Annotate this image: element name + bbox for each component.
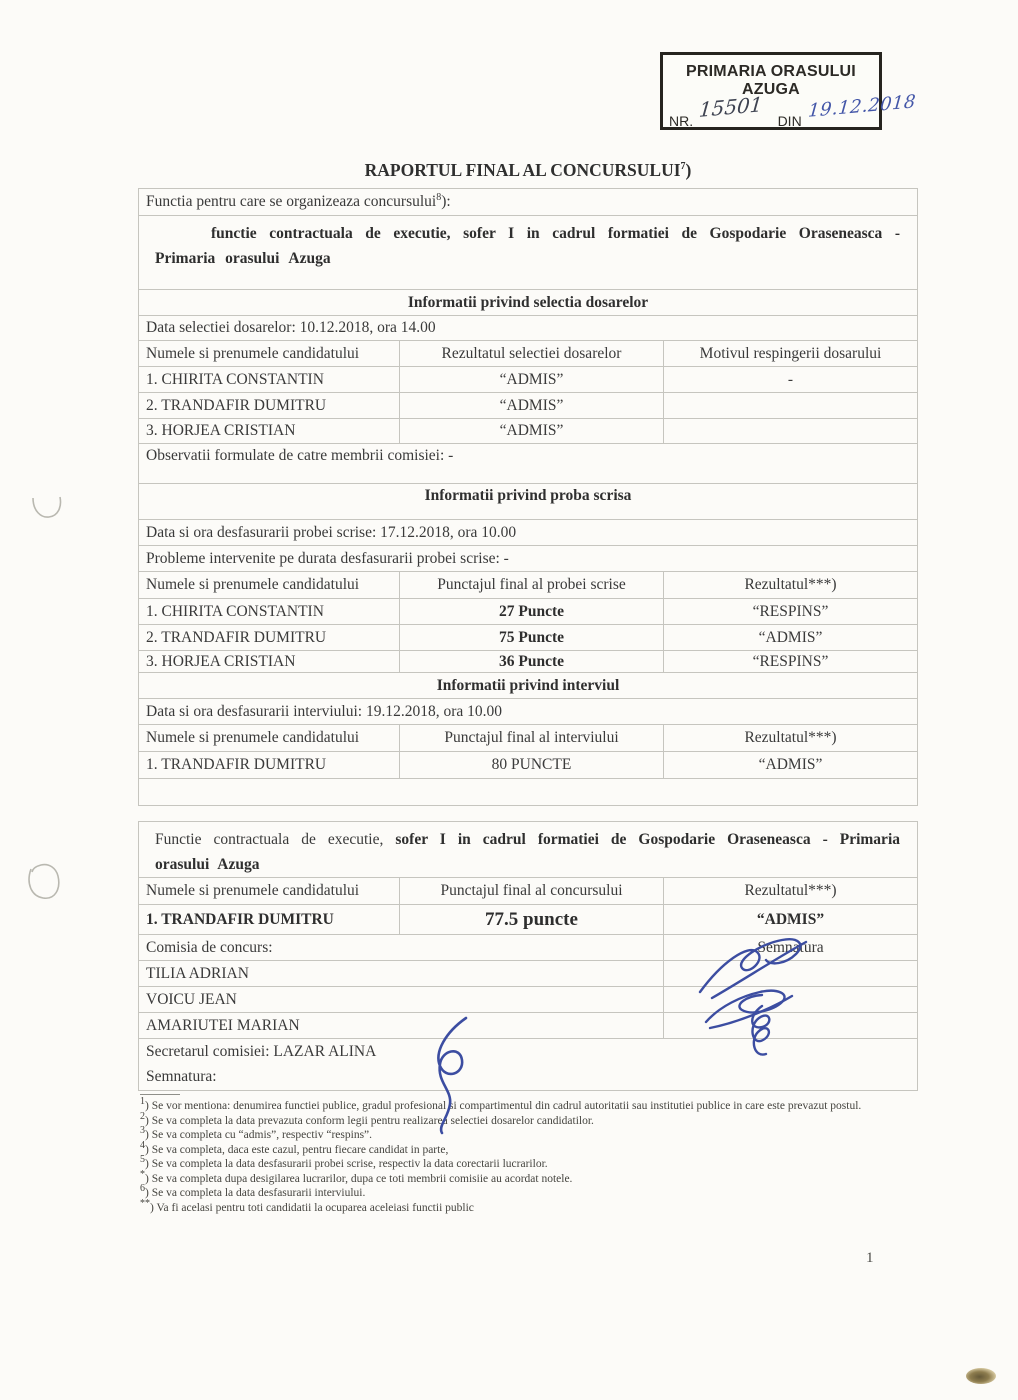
section-header-proba-scrisa: Informatii privind proba scrisa [139,483,917,519]
functia-footnote-ref: 8 [436,191,442,203]
functia-label: Functia pentru care se organizeaza concursului$^8$): [146,191,451,210]
col-header-name: Numele si prenumele candidatului [146,344,360,362]
footnote: $^4$) Se va completa, daca este cazul, pentru fiecare candidat in parte, [140,1139,449,1156]
written-problems-row: Probleme intervenite pe durata desfasurarii probei scrise: - [139,545,917,571]
candidate-name: 1. TRANDAFIR DUMITRU [146,756,327,773]
functia-label-row [139,189,917,215]
punch-hole-mark [33,497,61,517]
col-header-score: Punctajul final al concursului [399,878,663,904]
signature-column-header: Semnatura [663,935,917,960]
section-header-interviul: Informatii privind interviul [139,672,917,698]
commission-member-row [139,986,917,1012]
selection-result: “ADMIS” [399,367,663,392]
final-column-headers [139,877,917,904]
table-row [139,751,917,778]
final-results-table [138,821,918,1091]
footnote-separator [140,1094,180,1095]
footnotes-block [140,1096,910,1215]
stamp-number-line [669,91,917,129]
empty-row [139,778,917,805]
col-header-result: Rezultatul***) [663,725,917,751]
written-score: 27 Puncte [399,599,663,624]
stamp-date-handwritten: 19.12.2018 [807,91,917,122]
page-title: RAPORTUL FINAL AL CONCURSULUI$^7$) [364,160,692,180]
table-row [139,598,917,624]
stamp-nr-label: NR. [669,113,694,129]
main-report-table [138,188,918,806]
page-number: 1 [866,1250,874,1266]
final-position-row [139,822,917,877]
written-column-headers [139,571,917,598]
commission-member-name: AMARIUTEI MARIAN [146,1016,300,1034]
col-header-score: Punctajul final al probei scrise [399,572,663,598]
candidate-name: 2. TRANDAFIR DUMITRU [146,628,327,646]
position-description-row [139,215,917,289]
written-score: 75 Puncte [399,625,663,650]
interview-date-row: Data si ora desfasurarii interviului: 19.12.2018, ora 10.00 [139,698,917,724]
footnote: **) Va fi acelasi pentru toti candidatii la ocuparea aceleiasi functii public [140,1197,474,1214]
signature-cell [663,961,917,986]
title-footnote-ref: 7 [680,161,686,173]
table-row [139,904,917,934]
secretary-row: Secretarul comisiei: LAZAR ALINA [139,1038,917,1064]
observations-row: Observatii formulate de catre membrii comisiei: - [139,443,917,483]
written-score: 36 Puncte [399,651,663,672]
selection-result: “ADMIS” [399,393,663,418]
candidate-name: 2. TRANDAFIR DUMITRU [146,396,327,414]
selection-column-headers [139,340,917,366]
stamp-nr-handwritten: 15501 [698,92,764,122]
col-header-result: Rezultatul***) [663,878,917,904]
section-header-selectia: Informatii privind selectia dosarelor [139,289,917,315]
written-result: “RESPINS” [663,651,917,672]
written-result: “RESPINS” [663,599,917,624]
candidate-name: 1. TRANDAFIR DUMITRU [146,910,334,928]
footnote: *) Se va completa dupa desigilarea lucrarilor, dupa ce toti membrii comisiie au acordat notele. [140,1168,573,1185]
col-header-name: Numele si prenumele candidatului [146,729,360,746]
commission-member-name: TILIA ADRIAN [146,964,249,982]
rejection-reason [663,419,917,443]
candidate-name: 1. CHIRITA CONSTANTIN [146,602,324,620]
col-header-result: Rezultatul selectiei dosarelor [399,341,663,366]
rejection-reason: - [663,367,917,392]
final-result: “ADMIS” [663,905,917,934]
table-row [139,650,917,672]
position-description: functie contractuala de executie, sofer I in cadrul formatiei de Gospodarie Oraseneasca - Primaria orasului Azuga [155,225,900,267]
footnote: $^3$) Se va completa cu “admis”, respectiv “respins”. [140,1125,373,1141]
stamp-din-label: DIN [777,113,802,129]
stamp-din-underline [804,91,917,129]
col-header-name: Numele si prenumele candidatului [146,576,360,593]
table-row [139,366,917,392]
written-result: “ADMIS” [663,625,917,650]
final-score: 77.5 puncte [399,905,663,934]
footnote: $^5$) Se va completa la data desfasurarii probei scrise, respectiv la data corectarii lucrarilor. [140,1154,548,1170]
commission-label: Comisia de concurs: [146,938,273,956]
signature-cell [663,1013,917,1038]
footnote: $^1$) Se vor mentiona: denumirea functiei publice, gradul profesional si compartimentul din cadrul autoritatii sau institutiei publice in care este prevazut postul. [140,1096,862,1112]
secretary-signature-row: Semnatura: [146,1068,217,1085]
stamp-nr-underline [695,92,771,129]
rejection-reason [663,393,917,418]
written-date-row: Data si ora desfasurarii probei scrise: 17.12.2018, ora 10.00 [139,519,917,545]
scan-smudge-artifact [966,1368,996,1384]
candidate-name: 3. HORJEA CRISTIAN [146,422,296,439]
final-position-description: Functie contractuala de executie, sofer I in cadrul formatiei de Gospodarie Oraseneasca - Primaria orasului Azuga [155,831,900,873]
commission-member-row [139,960,917,986]
interview-column-headers [139,724,917,751]
col-header-name: Numele si prenumele candidatului [146,882,360,899]
signature-cell [663,987,917,1012]
commission-member-name: VOICU JEAN [146,990,237,1008]
footnote: $^6$) Se va completa la data desfasurarii interviului. [140,1183,366,1199]
commission-member-row [139,1012,917,1038]
stamp-org-name: PRIMARIA ORASULUI AZUGA [686,63,856,98]
interview-result: “ADMIS” [663,752,917,778]
registration-stamp [660,52,917,130]
col-header-score: Punctajul final al interviului [399,725,663,751]
table-row [139,624,917,650]
interview-score: 80 PUNCTE [399,752,663,778]
table-row [139,392,917,418]
selection-result: “ADMIS” [399,419,663,443]
commission-header-row [139,934,917,960]
table-row [139,418,917,443]
candidate-name: 3. HORJEA CRISTIAN [146,652,296,670]
col-header-result: Rezultatul***) [663,572,917,598]
punch-hole-mark [29,865,59,899]
footnote: $^2$) Se va completa la data prevazuta conform legii pentru realizarea selectiei dosarelor candidatilor. [140,1110,594,1127]
selection-date-row: Data selectiei dosarelor: 10.12.2018, ora 14.00 [139,315,917,340]
col-header-reason: Motivul respingerii dosarului [663,341,917,366]
candidate-name: 1. CHIRITA CONSTANTIN [146,370,324,388]
